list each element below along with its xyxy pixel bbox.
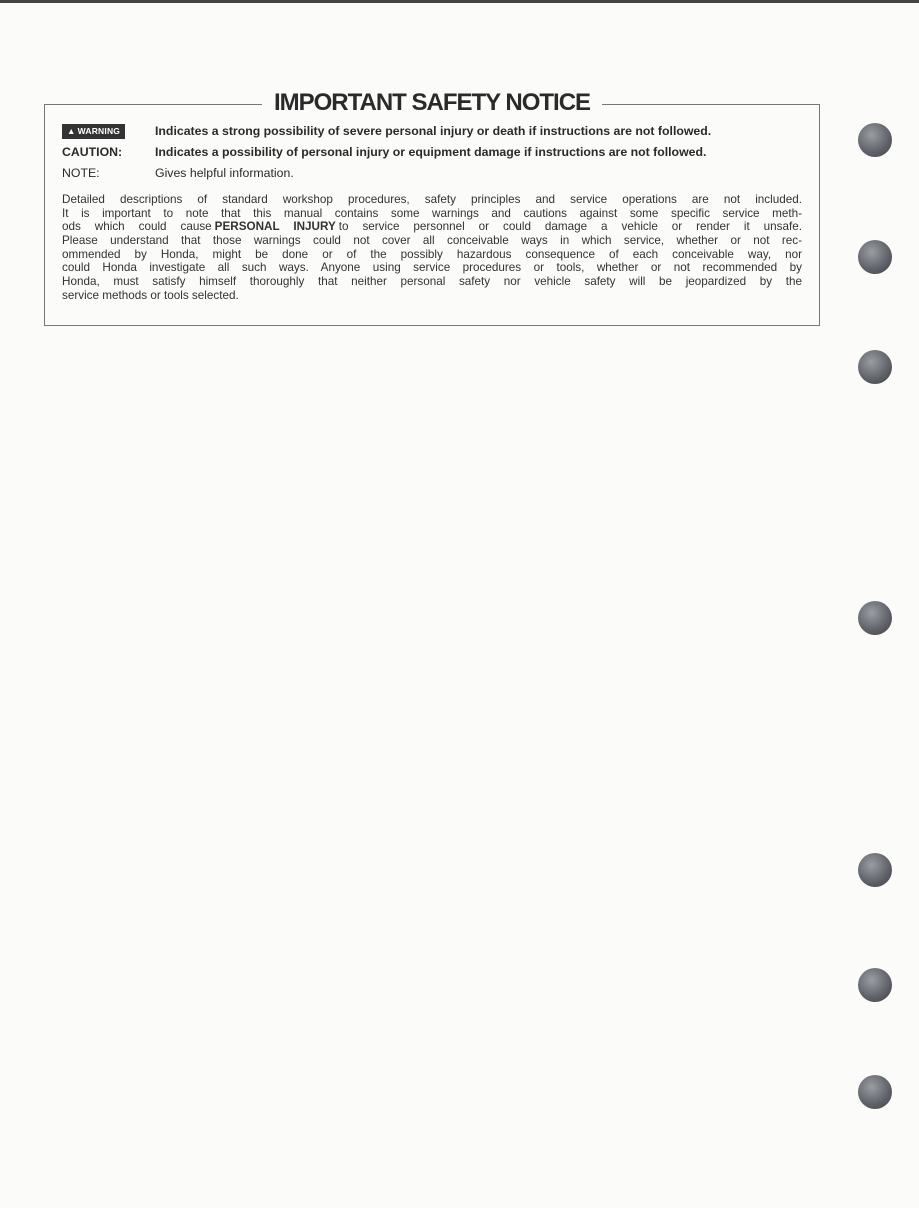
emphasis-personal-injury: PERSONAL INJURY — [214, 220, 336, 234]
paragraph-line: Please understand that those warnings could not cover all conceivable ways in which service, whether or not rec- — [62, 234, 802, 248]
binder-hole — [858, 853, 892, 887]
warning-triangle-icon: ▲ — [67, 125, 76, 136]
paragraph-line: service methods or tools selected. — [62, 288, 239, 302]
definition-caution — [62, 141, 812, 162]
definition-text: Gives helpful information. — [155, 165, 294, 180]
binder-hole — [858, 350, 892, 384]
page-top-edge — [0, 0, 919, 3]
definitions-list — [62, 120, 812, 183]
definition-note — [62, 162, 812, 183]
paragraph-line: It is important to note that this manual contains some warnings and cautions against some specific service meth- — [62, 206, 802, 220]
disclaimer-paragraph — [62, 193, 802, 303]
paragraph-line: ommended by Honda, might be done or of the possibly hazardous consequence of each conceivable way, nor — [62, 247, 802, 261]
paragraph-line: could Honda investigate all such ways. Anyone using service procedures or tools, whether or not recommended by — [62, 261, 802, 275]
binder-hole — [858, 123, 892, 157]
binder-hole — [858, 968, 892, 1002]
definition-text: Indicates a strong possibility of severe personal injury or death if instructions are not followed. — [155, 123, 712, 138]
warning-badge — [62, 124, 125, 139]
definition-label: WARNING — [77, 125, 121, 136]
definition-warning — [62, 120, 812, 141]
paragraph-line: Honda, must satisfy himself thoroughly that neither personal safety nor vehicle safety will be jeopardized by the — [62, 275, 802, 289]
paragraph-line: Detailed descriptions of standard workshop procedures, safety principles and service operations are not included. — [62, 193, 802, 206]
definition-label: NOTE: — [62, 165, 100, 180]
binder-hole — [858, 240, 892, 274]
definition-label: CAUTION: — [62, 144, 123, 159]
binder-hole — [858, 1075, 892, 1109]
paragraph-line: ods which could cause PERSONAL INJURY to service personnel or could damage a vehicle or render it unsafe. — [62, 220, 802, 234]
page-title: IMPORTANT SAFETY NOTICE — [262, 88, 602, 118]
binder-hole — [858, 601, 892, 635]
definition-text: Indicates a possibility of personal injury or equipment damage if instructions are not followed. — [155, 144, 707, 159]
